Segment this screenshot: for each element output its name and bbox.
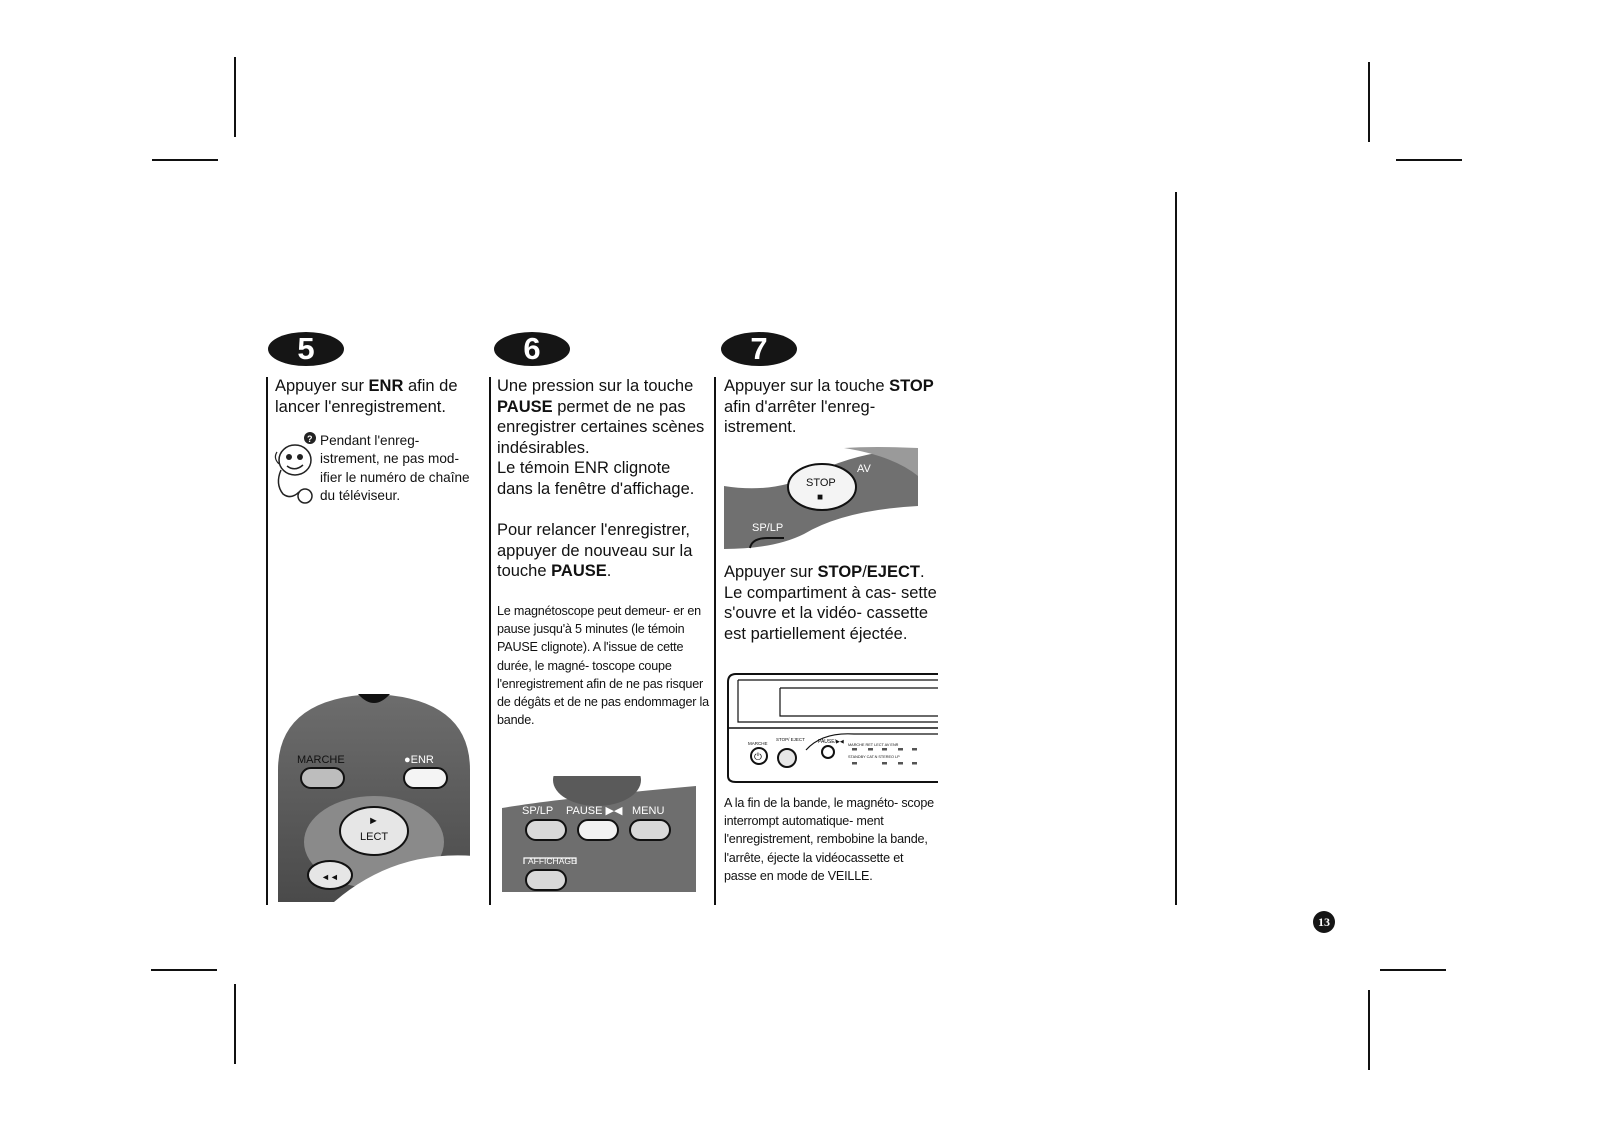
step-7-badge: 7 bbox=[721, 332, 797, 366]
power-icon: ⏻ bbox=[754, 752, 762, 763]
splp-label: SP/LP bbox=[522, 805, 554, 817]
step-6-instruction: Une pression sur la touche PAUSE permet de ne pas enregistrer certaines scènes indésirables. bbox=[497, 377, 705, 457]
enr-label: ●ENR bbox=[404, 754, 434, 766]
step-6-note: Le magnétoscope peut demeur- er en pause jusqu'à 5 minutes (le témoin PAUSE clignote). A l'issue de cette durée, le magné- toscope coupe l'enregistrement afin de ne pas risquer de dégâts et de ne pas endommager la bande. bbox=[497, 604, 709, 728]
step-6-badge: 6 bbox=[494, 332, 570, 366]
column-divider bbox=[714, 377, 716, 905]
step-6-indicator-text: Le témoin ENR clignote dans la fenêtre d'affichage. bbox=[497, 459, 695, 498]
marche-label: MARCHE bbox=[297, 754, 345, 766]
pause-label: PAUSE ▶◀ bbox=[566, 805, 623, 817]
remote-stop-illustration bbox=[724, 446, 918, 549]
column-divider bbox=[489, 377, 491, 905]
step-5-instruction: Appuyer sur ENR afin de lancer l'enregistrement. bbox=[275, 377, 458, 416]
crop-mark bbox=[1368, 990, 1370, 1070]
play-symbol: ► bbox=[368, 815, 379, 827]
indicator-labels-bottom: STANDBY CAT.N STEREO LP bbox=[848, 755, 900, 759]
svg-text:?: ? bbox=[307, 434, 313, 444]
step-5-badge: 5 bbox=[268, 332, 344, 366]
indicator-labels-top: MARCHE RET LECT AV ENR bbox=[848, 743, 899, 747]
crop-mark bbox=[152, 159, 218, 161]
crop-mark bbox=[234, 984, 236, 1064]
menu-label: MENU bbox=[632, 805, 665, 817]
splp-label: SP/LP bbox=[752, 522, 784, 534]
crop-mark bbox=[1380, 969, 1446, 971]
mascot-icon bbox=[271, 430, 321, 504]
lect-label: LECT bbox=[360, 831, 389, 843]
crop-mark bbox=[151, 969, 217, 971]
stop-symbol: ■ bbox=[817, 492, 824, 503]
step-5-note: Pendant l'enreg- istrement, ne pas mod- ifier le numéro de chaîne du téléviseur. bbox=[320, 433, 470, 504]
remote-pause-illustration bbox=[502, 776, 696, 892]
page-number: 13 bbox=[1313, 911, 1335, 933]
crop-mark bbox=[1368, 62, 1370, 142]
column-divider bbox=[1175, 192, 1177, 905]
marche-label: MARCHE bbox=[748, 741, 768, 746]
remote-control-illustration bbox=[274, 690, 474, 902]
stop-label: STOP bbox=[806, 477, 836, 489]
stop-eject-label: STOP/ EJECT bbox=[776, 737, 805, 742]
step-6-resume-text: Pour relancer l'enregistrer, appuyer de nouveau sur la touche PAUSE. bbox=[497, 521, 693, 580]
crop-mark bbox=[234, 57, 236, 137]
step-7-instruction: Appuyer sur la touche STOP afin d'arrêter l'enreg- istrement. bbox=[724, 377, 934, 436]
vcr-front-panel-illustration bbox=[726, 672, 938, 784]
step-7-note: A la fin de la bande, le magnéto- scope interrompt automatique- ment l'enregistrement, rembobine la bande, l'arrête, éjecte la vidéocassette et passe en mode de VEILLE. bbox=[724, 796, 934, 883]
step-7-eject-text: Appuyer sur STOP/EJECT. Le compartiment à cas- sette s'ouvre et la vidéo- cassette est partiellement éjectée. bbox=[724, 563, 937, 643]
pause-label: PAUSE/▶◀ bbox=[818, 739, 844, 745]
affichage-label: AFFICHAGE bbox=[528, 856, 577, 866]
crop-mark bbox=[1396, 159, 1462, 161]
av-label: AV bbox=[857, 463, 871, 475]
column-divider bbox=[266, 377, 268, 905]
rewind-symbol: ◄◄ bbox=[321, 872, 339, 882]
